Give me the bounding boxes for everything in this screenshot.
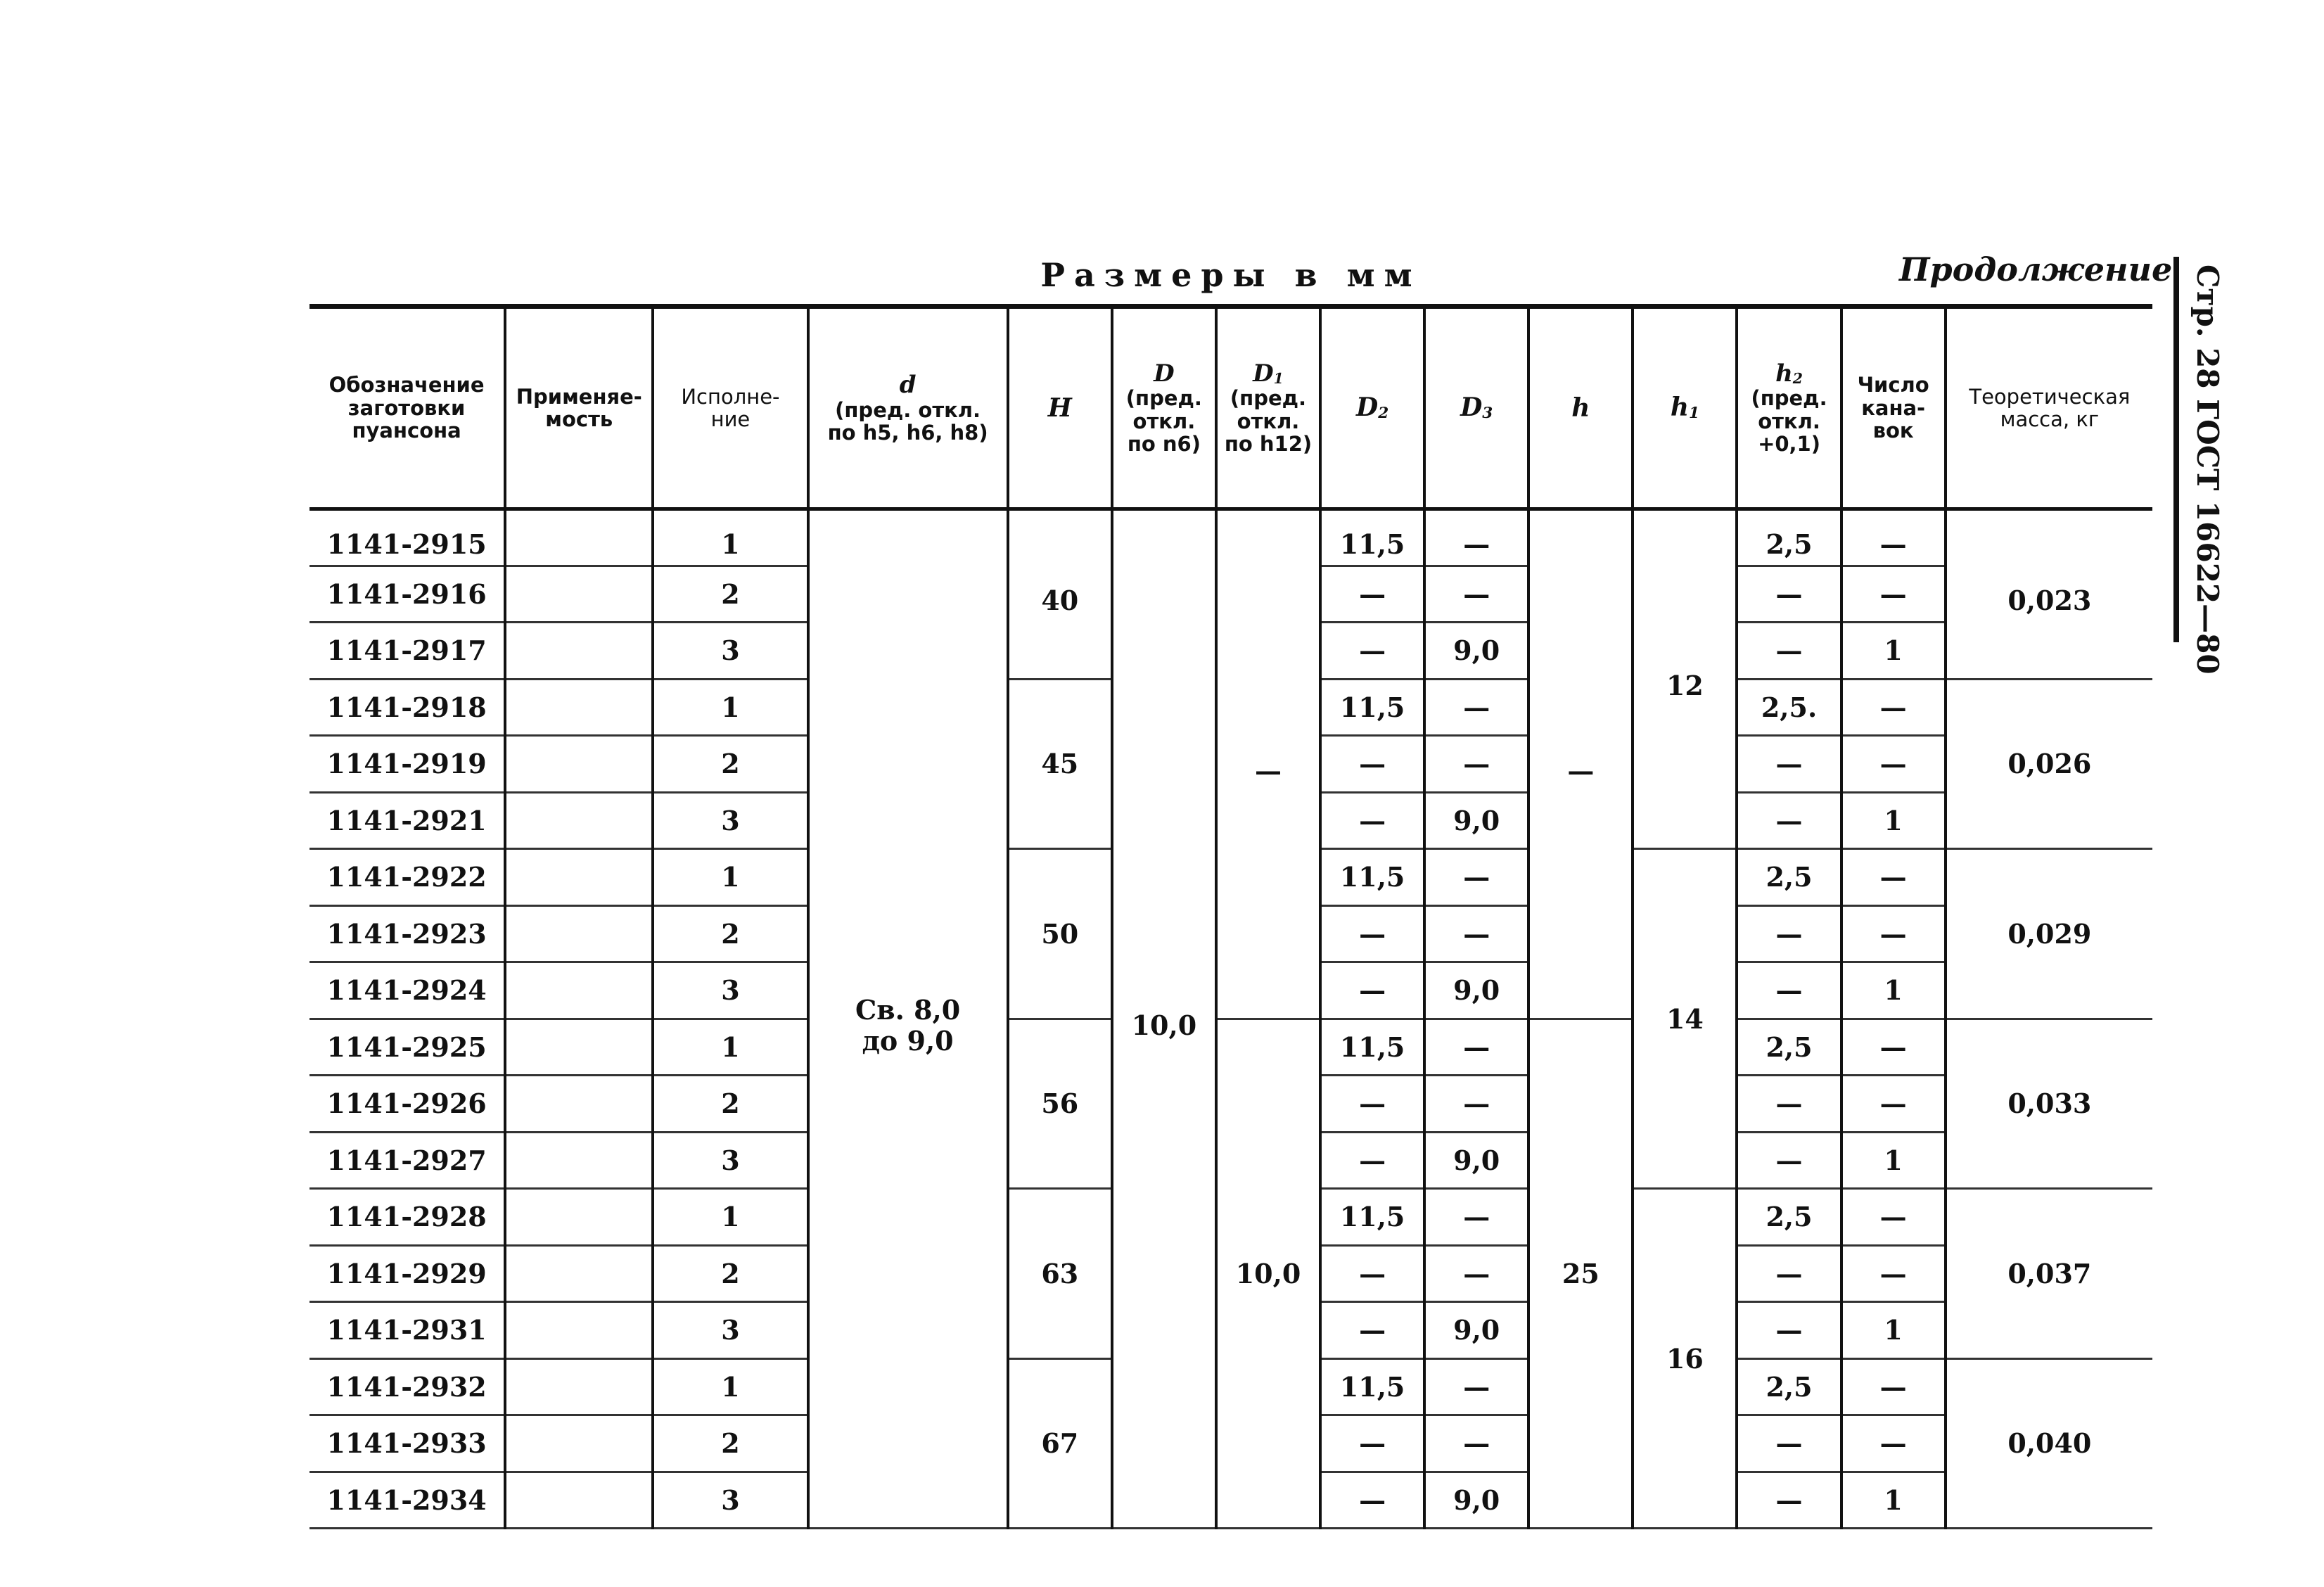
cell-designation: 1141-2932 [309,1358,505,1415]
header-mass: Теоретическая масса, кг [1946,307,2152,509]
cell-h: — [1528,509,1633,1019]
cell-D2: 11,5 [1320,1189,1424,1246]
table-header-row [309,307,2152,509]
cell-D2: 11,5 [1320,849,1424,906]
cell-variant: 2 [653,566,807,623]
cell-applicability [505,1302,653,1359]
cell-applicability [505,849,653,906]
cell-applicability [505,1132,653,1189]
cell-applicability [505,1358,653,1415]
cell-mass: 0,026 [1946,679,2152,849]
cell-D2: — [1320,566,1424,623]
continued-label: Продолжение [1899,250,2173,288]
cell-D3: 9,0 [1424,1132,1528,1189]
cell-D2: — [1320,1302,1424,1359]
cell-variant: 2 [653,905,807,962]
cell-h2: 2,5 [1737,1189,1841,1246]
cell-D2: — [1320,1132,1424,1189]
cell-mass: 0,023 [1946,509,2152,680]
cell-grooves: — [1841,1019,1946,1076]
header-variant: Исполне- ние [653,307,807,509]
cell-designation: 1141-2924 [309,962,505,1019]
cell-h1: 16 [1633,1189,1737,1529]
cell-h2: — [1737,736,1841,793]
cell-variant: 2 [653,1076,807,1133]
table-row [309,1019,2152,1076]
cell-variant: 2 [653,1415,807,1472]
cell-applicability [505,792,653,849]
margin-divider [2173,257,2179,642]
cell-h2: — [1737,1302,1841,1359]
cell-D1: — [1216,509,1320,1019]
cell-designation: 1141-2925 [309,1019,505,1076]
cell-h2: — [1737,623,1841,680]
cell-D3: — [1424,679,1528,736]
punch-blanks-table [309,304,2152,1529]
cell-h2: — [1737,905,1841,962]
cell-designation: 1141-2921 [309,792,505,849]
cell-variant: 1 [653,1358,807,1415]
cell-designation: 1141-2923 [309,905,505,962]
header-h1: h1 [1633,307,1737,509]
cell-designation: 1141-2927 [309,1132,505,1189]
cell-D3: 9,0 [1424,962,1528,1019]
cell-D3: 9,0 [1424,1472,1528,1529]
cell-grooves: — [1841,1189,1946,1246]
cell-h2: — [1737,792,1841,849]
cell-D2: — [1320,1415,1424,1472]
d-range-to: до 9,0 [862,1024,954,1057]
cell-H: 56 [1008,1019,1112,1189]
cell-variant: 1 [653,1189,807,1246]
header-D: D (пред. откл. по n6) [1112,307,1216,509]
cell-h2: — [1737,566,1841,623]
cell-D3: — [1424,849,1528,906]
cell-applicability [505,1189,653,1246]
cell-D3: — [1424,736,1528,793]
cell-h2: 2,5 [1737,1019,1841,1076]
cell-D: 10,0 [1112,509,1216,1529]
cell-D2: 11,5 [1320,509,1424,566]
cell-designation: 1141-2916 [309,566,505,623]
cell-designation: 1141-2928 [309,1189,505,1246]
cell-designation: 1141-2917 [309,623,505,680]
cell-variant: 1 [653,1019,807,1076]
cell-applicability [505,1076,653,1133]
cell-designation: 1141-2926 [309,1076,505,1133]
cell-D2: — [1320,736,1424,793]
cell-designation: 1141-2929 [309,1245,505,1302]
cell-h2: 2,5 [1737,1358,1841,1415]
cell-h2: 2,5 [1737,509,1841,566]
cell-mass: 0,040 [1946,1358,2152,1529]
cell-grooves: — [1841,849,1946,906]
cell-applicability [505,1472,653,1529]
cell-D3: — [1424,1019,1528,1076]
cell-grooves: 1 [1841,1302,1946,1359]
cell-variant: 1 [653,849,807,906]
cell-grooves: 1 [1841,623,1946,680]
cell-variant: 3 [653,792,807,849]
cell-h2: — [1737,1472,1841,1529]
cell-variant: 3 [653,623,807,680]
header-h2: h2 (пред. откл. +0,1) [1737,307,1841,509]
cell-applicability [505,1019,653,1076]
header-h: h [1528,307,1633,509]
table-row [309,509,2152,566]
cell-grooves: — [1841,736,1946,793]
cell-h2: — [1737,962,1841,1019]
cell-applicability [505,623,653,680]
page-reference: Стр. 28 ГОСТ 16622—80 [2190,264,2225,675]
header-d: d (пред. откл. по h5, h6, h8) [808,307,1008,509]
cell-D2: — [1320,1472,1424,1529]
cell-h2: — [1737,1415,1841,1472]
cell-D2: 11,5 [1320,1358,1424,1415]
cell-H: 50 [1008,849,1112,1019]
cell-applicability [505,566,653,623]
cell-D3: — [1424,905,1528,962]
cell-h2: 2,5. [1737,679,1841,736]
cell-D2: 11,5 [1320,679,1424,736]
cell-D3: — [1424,1189,1528,1246]
cell-grooves: 1 [1841,1132,1946,1189]
header-H: H [1008,307,1112,509]
cell-D3: — [1424,509,1528,566]
cell-grooves: — [1841,1245,1946,1302]
cell-h: 25 [1528,1019,1633,1529]
cell-grooves: — [1841,1415,1946,1472]
cell-D2: — [1320,1076,1424,1133]
cell-D2: — [1320,1245,1424,1302]
cell-H: 63 [1008,1189,1112,1359]
cell-grooves: — [1841,566,1946,623]
cell-designation: 1141-2934 [309,1472,505,1529]
cell-D3: 9,0 [1424,792,1528,849]
header-designation: Обозначение заготовки пуансона [309,307,505,509]
cell-grooves: 1 [1841,1472,1946,1529]
cell-variant: 2 [653,1245,807,1302]
cell-h2: — [1737,1245,1841,1302]
cell-d-range [808,509,1008,1529]
cell-mass: 0,029 [1946,849,2152,1019]
cell-grooves: — [1841,905,1946,962]
cell-grooves: 1 [1841,962,1946,1019]
cell-designation: 1141-2922 [309,849,505,906]
header-applicability: Применяе- мость [505,307,653,509]
cell-h2: 2,5 [1737,849,1841,906]
cell-D2: — [1320,623,1424,680]
cell-applicability [505,962,653,1019]
cell-D3: — [1424,1076,1528,1133]
cell-variant: 1 [653,679,807,736]
cell-applicability [505,1415,653,1472]
cell-D2: 11,5 [1320,1019,1424,1076]
cell-variant: 3 [653,1472,807,1529]
cell-h2: — [1737,1132,1841,1189]
cell-applicability [505,905,653,962]
cell-H: 67 [1008,1358,1112,1529]
cell-D2: — [1320,792,1424,849]
cell-applicability [505,1245,653,1302]
d-range-from: Св. 8,0 [855,993,961,1026]
header-D3: D3 [1424,307,1528,509]
cell-designation: 1141-2933 [309,1415,505,1472]
cell-variant: 3 [653,1302,807,1359]
cell-designation: 1141-2919 [309,736,505,793]
cell-D3: — [1424,1415,1528,1472]
cell-mass: 0,037 [1946,1189,2152,1359]
cell-D2: — [1320,962,1424,1019]
cell-h1: 12 [1633,509,1737,849]
cell-variant: 1 [653,509,807,566]
cell-applicability [505,509,653,566]
header-D1: D1 (пред. откл. по h12) [1216,307,1320,509]
cell-H: 40 [1008,509,1112,680]
cell-mass: 0,033 [1946,1019,2152,1189]
cell-D1: 10,0 [1216,1019,1320,1529]
cell-D2: — [1320,905,1424,962]
cell-applicability [505,736,653,793]
cell-h2: — [1737,1076,1841,1133]
header-grooves: Число кана- вок [1841,307,1946,509]
sizes-caption: Размеры в мм [1040,256,1422,294]
cell-variant: 3 [653,962,807,1019]
cell-grooves: — [1841,509,1946,566]
cell-H: 45 [1008,679,1112,849]
cell-designation: 1141-2918 [309,679,505,736]
cell-D3: — [1424,566,1528,623]
cell-applicability [505,679,653,736]
cell-D3: 9,0 [1424,623,1528,680]
cell-D3: 9,0 [1424,1302,1528,1359]
cell-D3: — [1424,1245,1528,1302]
cell-designation: 1141-2915 [309,509,505,566]
cell-grooves: 1 [1841,792,1946,849]
header-D2: D2 [1320,307,1424,509]
cell-variant: 3 [653,1132,807,1189]
cell-designation: 1141-2931 [309,1302,505,1359]
cell-grooves: — [1841,1076,1946,1133]
cell-D3: — [1424,1358,1528,1415]
cell-h1: 14 [1633,849,1737,1189]
cell-grooves: — [1841,679,1946,736]
cell-variant: 2 [653,736,807,793]
cell-grooves: — [1841,1358,1946,1415]
